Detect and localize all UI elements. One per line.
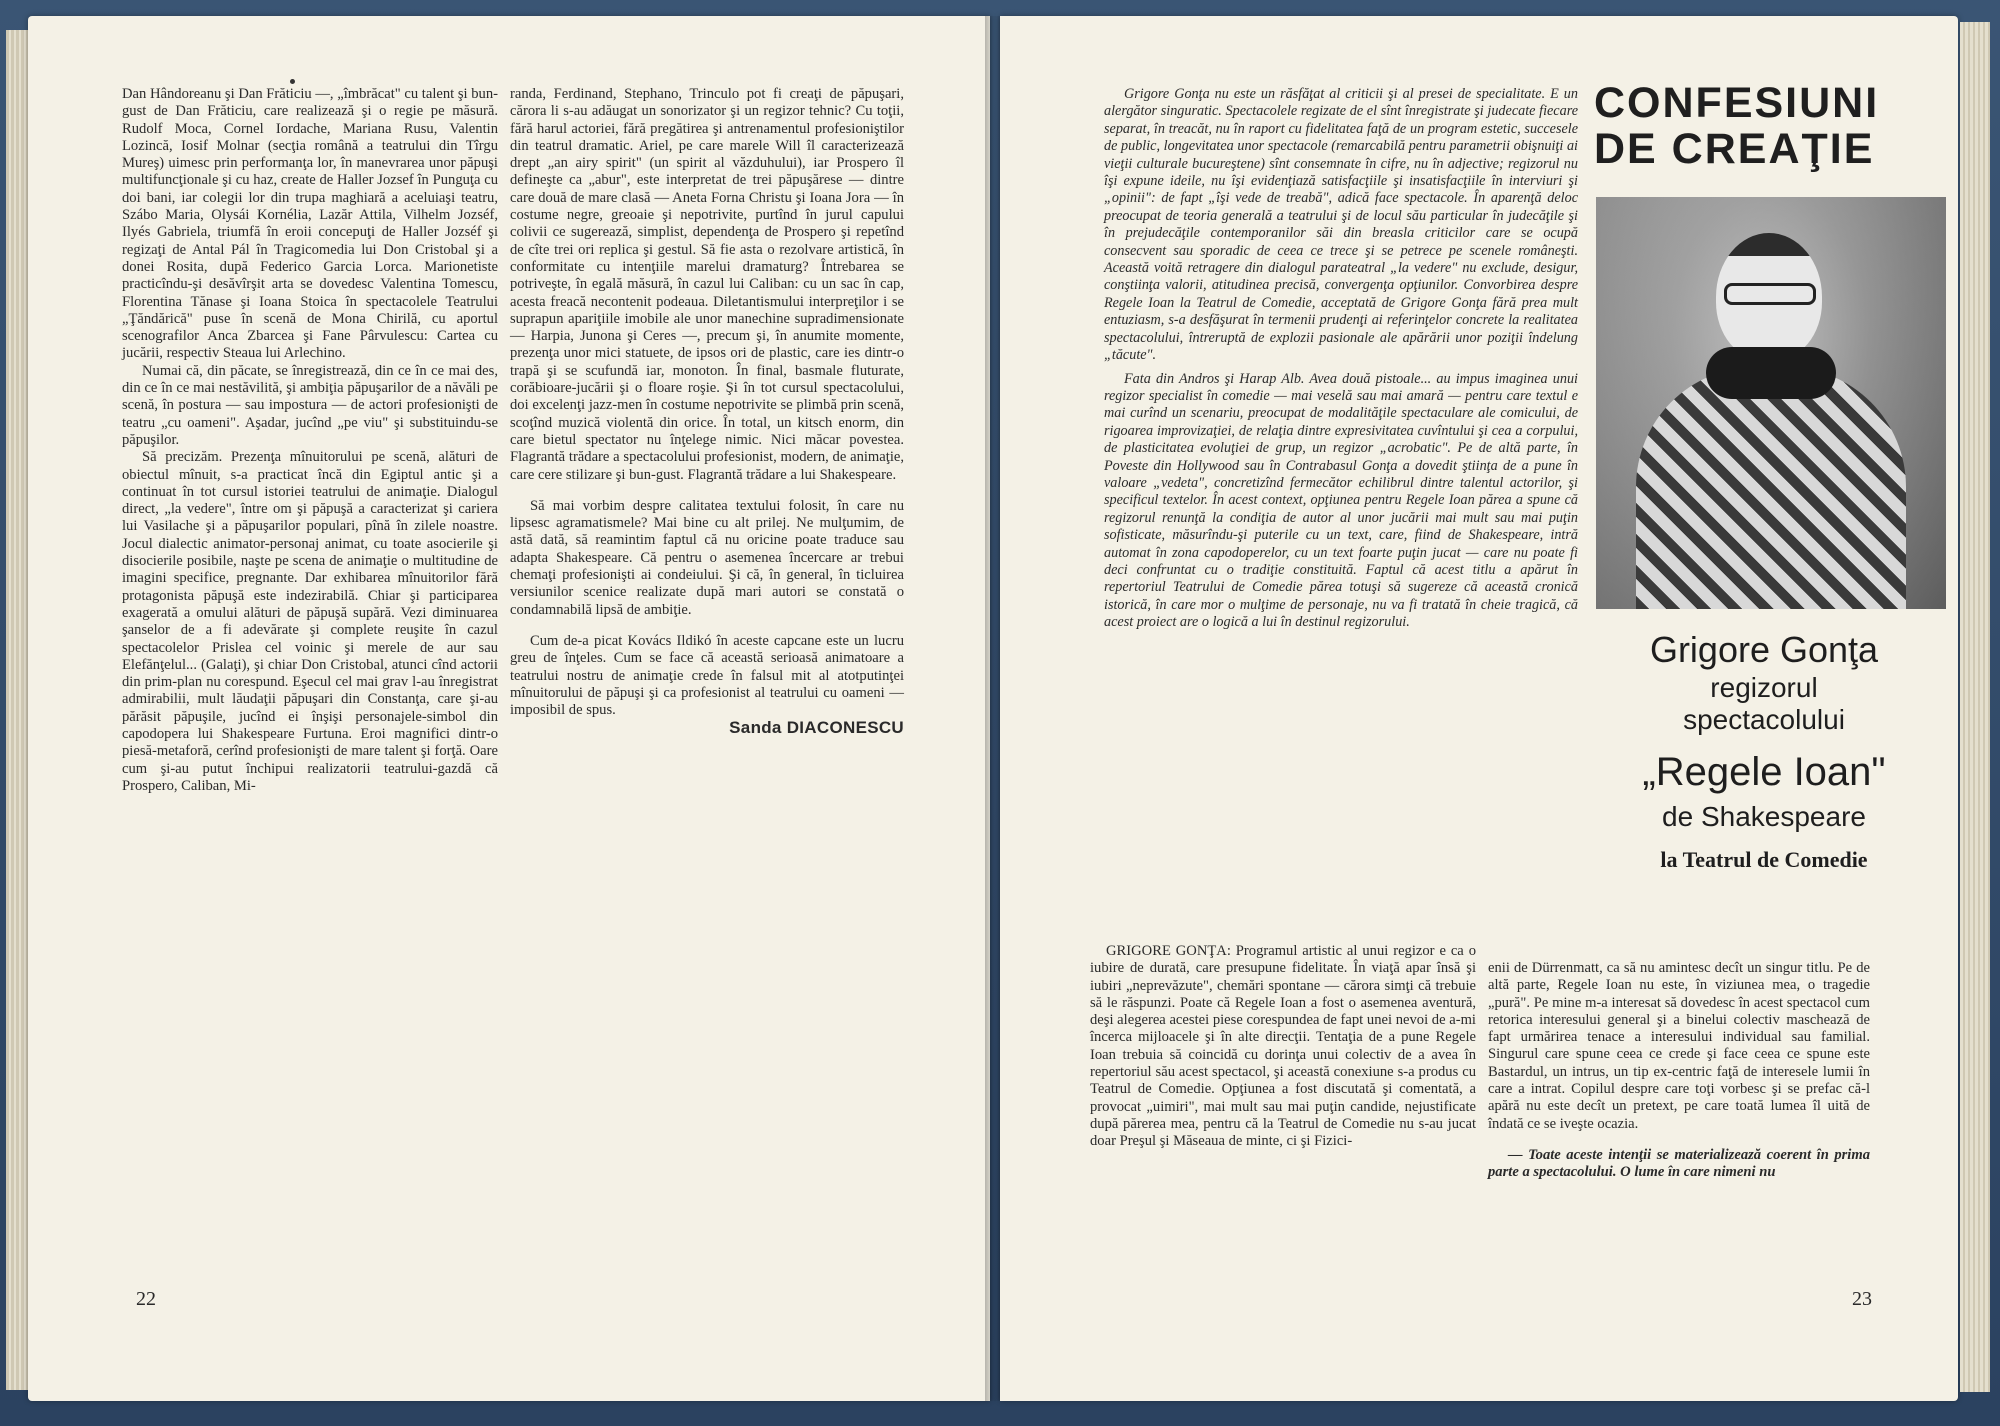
play-venue: la Teatrul de Comedie	[1660, 847, 1868, 872]
paragraph: Fata din Andros şi Harap Alb. Avea două pistoale... au impus imaginea unui regizor specialist în comedie — mai veselă sau mai amară — pentru care textul e mai curînd un scenariu, preocupat de modalităţile spectaculare ale comicului, de rigoarea improvizaţiei, de relaţia dintre expresivitatea cuvîntului şi cea a corpului, de plasticitatea evoluţiei de grup, un regizor „acrobatic". Pe de altă parte, în Poveste din Hollywood sau în Contrabasul Gonţa a dovedit ştiinţa de a pune în valoare „vedeta", concretizînd fermecător echilibrul dintre talentul actorilor, şi specificul textelor. În acest context, opţiunea pentru Regele Ioan părea a spune că regizorul renunţă la condiţia de autor al unor jucării mai mult sau mai puţin sofisticate, măsurîndu-şi puterile cu un text, care, fiind de Shakespeare, intră automat în zona capodoperelor, cu un text foarte puţin jucat — care nu poate fi deci confruntat cu o tradiţie constituită. Faptul că acest titlu a apărut în repertoriul Teatrului de Comedie părea totuşi să sugereze că această cronică istorică, în care mor o mulţime de personaje, nu va fi tratată în cheie tragică, că acest proiect are o logică a lui în destinul regizorului.	[1104, 370, 1578, 631]
play-title: „Regele Ioan"	[1642, 750, 1886, 794]
ink-dot	[290, 79, 295, 84]
author-signature: Sanda DIACONESCU	[729, 718, 904, 738]
paragraph: Să mai vorbim despre calitatea textului folosit, în care nu lipsesc agramatismele? Mai bine cu alt prilej. Ne mulţumim, de astă dată, să reamintim faptul că nu oricine poate traduce sau adapta Shakespeare. Că pentru o asemenea încercare ar trebui chemaţi profesionişti ai condeiului. Şi că, în general, în ticluirea versiunilor scenice realizate după mari autori se constată o condamnabilă lipsă de ambiţie.	[510, 497, 904, 618]
photo-glasses	[1724, 283, 1816, 305]
rubric-line: CONFESIUNI	[1594, 79, 1880, 127]
paragraph: GRIGORE GONŢA: Programul artistic al unui regizor e ca o iubire de durată, care presupune fidelitate. În viaţă apar însă şi iubiri „neprevăzute", chemări spontane — cărora simţi că trebuie să le răspunzi. Poate că Regele Ioan a fost o asemenea aventură, deşi alegerea acestei piese corespundea de fapt unei nevoi de a-mi încerca mijloacele şi în alte direcţii. Tentaţia de a pune Regele Ioan trebuia să coincidă cu dorinţa unui colectiv de a avea în repertoriul său acest spectacol, şi această conexiune s-a produs cu Teatrul de Comedie. Opţiunea a fost discutată şi comentată, a provocat „uimiri", mai mult sau mai puţin candide, nejustificate după părerea mea, pentru că la Teatrul de Comedie nu s-au jucat doar Preşul şi Măseaua de minte, ci şi Fizici-	[1090, 943, 1476, 1150]
paragraph: randa, Ferdinand, Stephano, Trinculo pot fi creaţi de păpuşari, cărora li s-au adăugat un sonorizator şi un regizor tehnic? Cu toţii, fără harul actoriei, fără pregătirea şi antrenamentul profesioniştilor din teatrul dramatic. Ariel, pe care marele Will îl caracterizează drept „an airy spirit" (un spirit al văzduhului), iar Prospero îl defineşte ca „abur", este interpretat de trei păpuşărese — dintre care două de mare clasă — Aneta Forna Christu şi Ioana Jora — în costume negre, greoaie şi nepotrivite, purtînd în jurul capului colivii ce sugerează, simplist, dependenţa de Prospero şi repetînd de cîte trei ori replica şi gestul. Să fie asta o rezolvare artistică, în conformitate cu intenţiile marelui dramaturg? Întrebarea se potriveşte, în egală măsură, în cazul lui Caliban: cu un sac în cap, acesta freacă necontenit podeaua. Diletantismului interpreţilor i se suprapun apariţiile imobile ale unor manechine supradimensionate — Harpia, Junona şi Ceres —, precum şi, în anumite momente, prezenţa unor mici statuete, de ipsos ori de plastic, care ies dintr-o trapă şi se scufundă iar, monoton. În final, basmale fluturate, corăbioare-jucării şi o floare roşie. Şi în tot cursul spectacolului, doi excelenţi jazz-men în costume nepotrivite se plimbă prin scenă, scoţînd muzică violentă din orice. În total, un kitsch enorm, din care bietul spectator nu înţelege nimic. Nici măcar povestea. Flagrantă trădare a spectacolului profesionist, modern, de animaţie, care cere stilizare şi bun-gust. Flagrantă trădare a lui Shakespeare.	[510, 86, 904, 483]
interview-column-1	[1090, 943, 1476, 1151]
portrait-photo	[1596, 197, 1946, 609]
photo-sweater	[1636, 367, 1906, 609]
paragraph: Grigore Gonţa nu este un răsfăţat al criticii şi al presei de specialitate. E un alergător singuratic. Spectacolele regizate de el sînt înregistrate şi judecate fiecare separat, în treacăt, nu în raport cu fidelitatea faţă de un program estetic, succesele de public, longevitatea unor spectacole (remarcabilă pentru parametrii obişnuiţi ai vieţii culturale bucureştene) sînt consemnate în cifre, nu în adjective; regizorul nu îşi expune ideile, nu îşi evidenţiază satisfacţiile şi insatisfacţiile în interviuri şi „opinii": de fapt „îşi vede de treabă", adică face spectacole. În aparenţă deloc preocupat de teoria generală a teatrului şi de locul său particular în judecăţile şi în prejudecăţile contemporanilor săi din breasla criticilor care se ocupă consecvent sau sporadic de ceea ce trece şi se petrece pe scenele româneşti. Această voită retragere din dialogul parateatral „la vedere" nu exclude, desigur, conştiinţa valorii, atitudinea precisă, convergenţa opţiunilor. Convorbirea despre Regele Ioan la Teatrul de Comedie, acceptată de Grigore Gonţa fără prea mult entuziasm, s-a desfăşurat în termenii prudenţi ai referinţelor concrete la realitatea spectacolului, întreruptă de explozii pasionale ale apărării unor poziţii îndelung „tăcute".	[1104, 86, 1578, 364]
photo-scarf	[1706, 347, 1836, 399]
interview-heading	[1594, 628, 1934, 880]
paragraph: Dan Hândoreanu şi Dan Frăticiu —, „îmbrăcat" cu talent şi bun-gust de Dan Frăticiu, care realizează şi o regie pe măsură. Rudolf Moca, Cornel Iordache, Mariana Rusu, Valentin Lozincă, Iosif Molnar (secţia română a teatrului din Tîrgu Mureş) uimesc prin performanţa lor, în manevrarea unor păpuşi multifuncţionale şi cu haz, create de Haller Jozsef în Punguţa cu doi bani, iar colegii lor din trupa maghiară a aceluiaşi teatru, Szábo Maria, Olysái Kornélia, Lazăr Attila, Vilhelm Jozséf, Ilyés Gabriela, triumfă în eroii concepuţi de Haller Jozséf şi regizaţi de Antal Pál în Tragicomedia lui Don Cristobal şi a donei Rosita, după Federico Garcia Lorca. Marionetiste practicîndu-şi desăvîrşit arta se dovedesc Valentina Tomescu, Florentina Tănase şi Ioana Stoica în spectacolele Teatrului „Ţăndărică" puse în scenă de Mona Chirilă, cu aportul scenografilor Anca Zbarcea şi Fane Pârvulescu: Cartea cu jucării, respectiv Steaua lui Arlechino.	[122, 86, 498, 362]
left-binding-edge	[6, 30, 28, 1390]
interviewee-role: regizorul	[1710, 672, 1818, 703]
paragraph: Să precizăm. Prezenţa mînuitorului pe scenă, alături de obiectul mînuit, s-a practicat încă din Egiptul antic şi a continuat în tot cursul istoriei teatrului de animaţie. Dialogul direct, „la vedere", între om şi păpuşă a caracterizat şi cariera lui Vasilache şi a păpuşarilor populari, pînă în zilele noastre. Jocul dialectic animator-personaj animat, cu toate asocierile şi disocierile posibile, naşte pe scena de animaţie o multitudine de imagini specifice, pregnante. Dar exhibarea mînuitorilor fără protagonista păpuşă este indezirabilă. Chiar şi participarea exagerată a omului alături de păpuşă supără. Vezi diminuarea şanselor de a fi adevărate şi complete reuşite în cazul spectacolelor Prislea cel voinic şi merele de aur sau Elefănţelul... (Galaţi), şi chiar Don Cristobal, atunci cînd actorii din prim-plan nu corespund. Eşecul cel mai grav l-au înregistrat admirabilii, mult lăudaţii păpuşari din Constanţa, care şi-au părăsit păpuşile, jucînd ei înşişi personajele-simbol din capodopera lui Shakespeare Furtuna. Eroi magnifici dintr-o piesă-metaforă, cerînd profesionişti de mare talent şi forţă. Oare cum şi-au putut închipui realizatorii teatrului-gazdă că Prospero, Caliban, Mi-	[122, 449, 498, 794]
interview-column-2	[1488, 960, 1870, 1182]
left-column-2	[510, 86, 904, 737]
rubric-title	[1594, 80, 1894, 172]
left-column-1	[122, 86, 498, 795]
page-number: 22	[136, 1288, 156, 1310]
interviewer-question: — Toate aceste intenţii se materializează coerent în prima parte a spectacolului. O lume în care nimeni nu	[1488, 1146, 1870, 1181]
paragraph: Cum de-a picat Kovács Ildikó în aceste capcane este un lucru greu de înţeles. Cum se face că această serioasă animatoare a teatrului nostru de animaţie crede în falsul mit al atotputinţei mînuitorului de păpuşi şi ca profesionist al teatrului cu oameni — imposibil de spus.	[510, 632, 904, 719]
paragraph: enii de Dürrenmatt, ca să nu amintesc decît un singur titlu. Pe de altă parte, Regele Ioan nu este, în viziunea mea, o tragedie „pură". Pe mine m-a interesat să dovedesc în acest spectacol cum retorica interesului general şi a binelui colectiv maschează de fapt urmărirea tenace a interesului individual sau familial. Singurul care spune ceea ce crede şi face ceea ce spune este Bastardul, un intrus, un tip ex-centric faţă de interesele lumii în care a intrat. Copilul despre care toţi vorbesc şi se prefac că-l apără nu este decît un pretext, pe care toată lumea îl uită de îndată ce se iveşte ocazia.	[1488, 960, 1870, 1132]
interviewee-role: spectacolului	[1683, 704, 1845, 735]
rubric-line: DE CREAŢIE	[1594, 125, 1875, 173]
interview-introduction	[1104, 86, 1578, 632]
page-number: 23	[1852, 1288, 1872, 1310]
paragraph: Numai că, din păcate, se înregistrează, din ce în ce mai des, din ce în ce mai nestăvilită, şi ambiţia păpuşarilor de a năvăli pe scenă, în postura — sau impostura — de actori profesionişti de teatru „cu oameni". Aşadar, jucînd „pe viu" şi substituindu-se păpuşilor.	[122, 362, 498, 448]
interviewee-name: Grigore Gonţa	[1649, 629, 1879, 670]
right-page-edges	[1960, 22, 1990, 1392]
play-author: de Shakespeare	[1662, 801, 1866, 832]
